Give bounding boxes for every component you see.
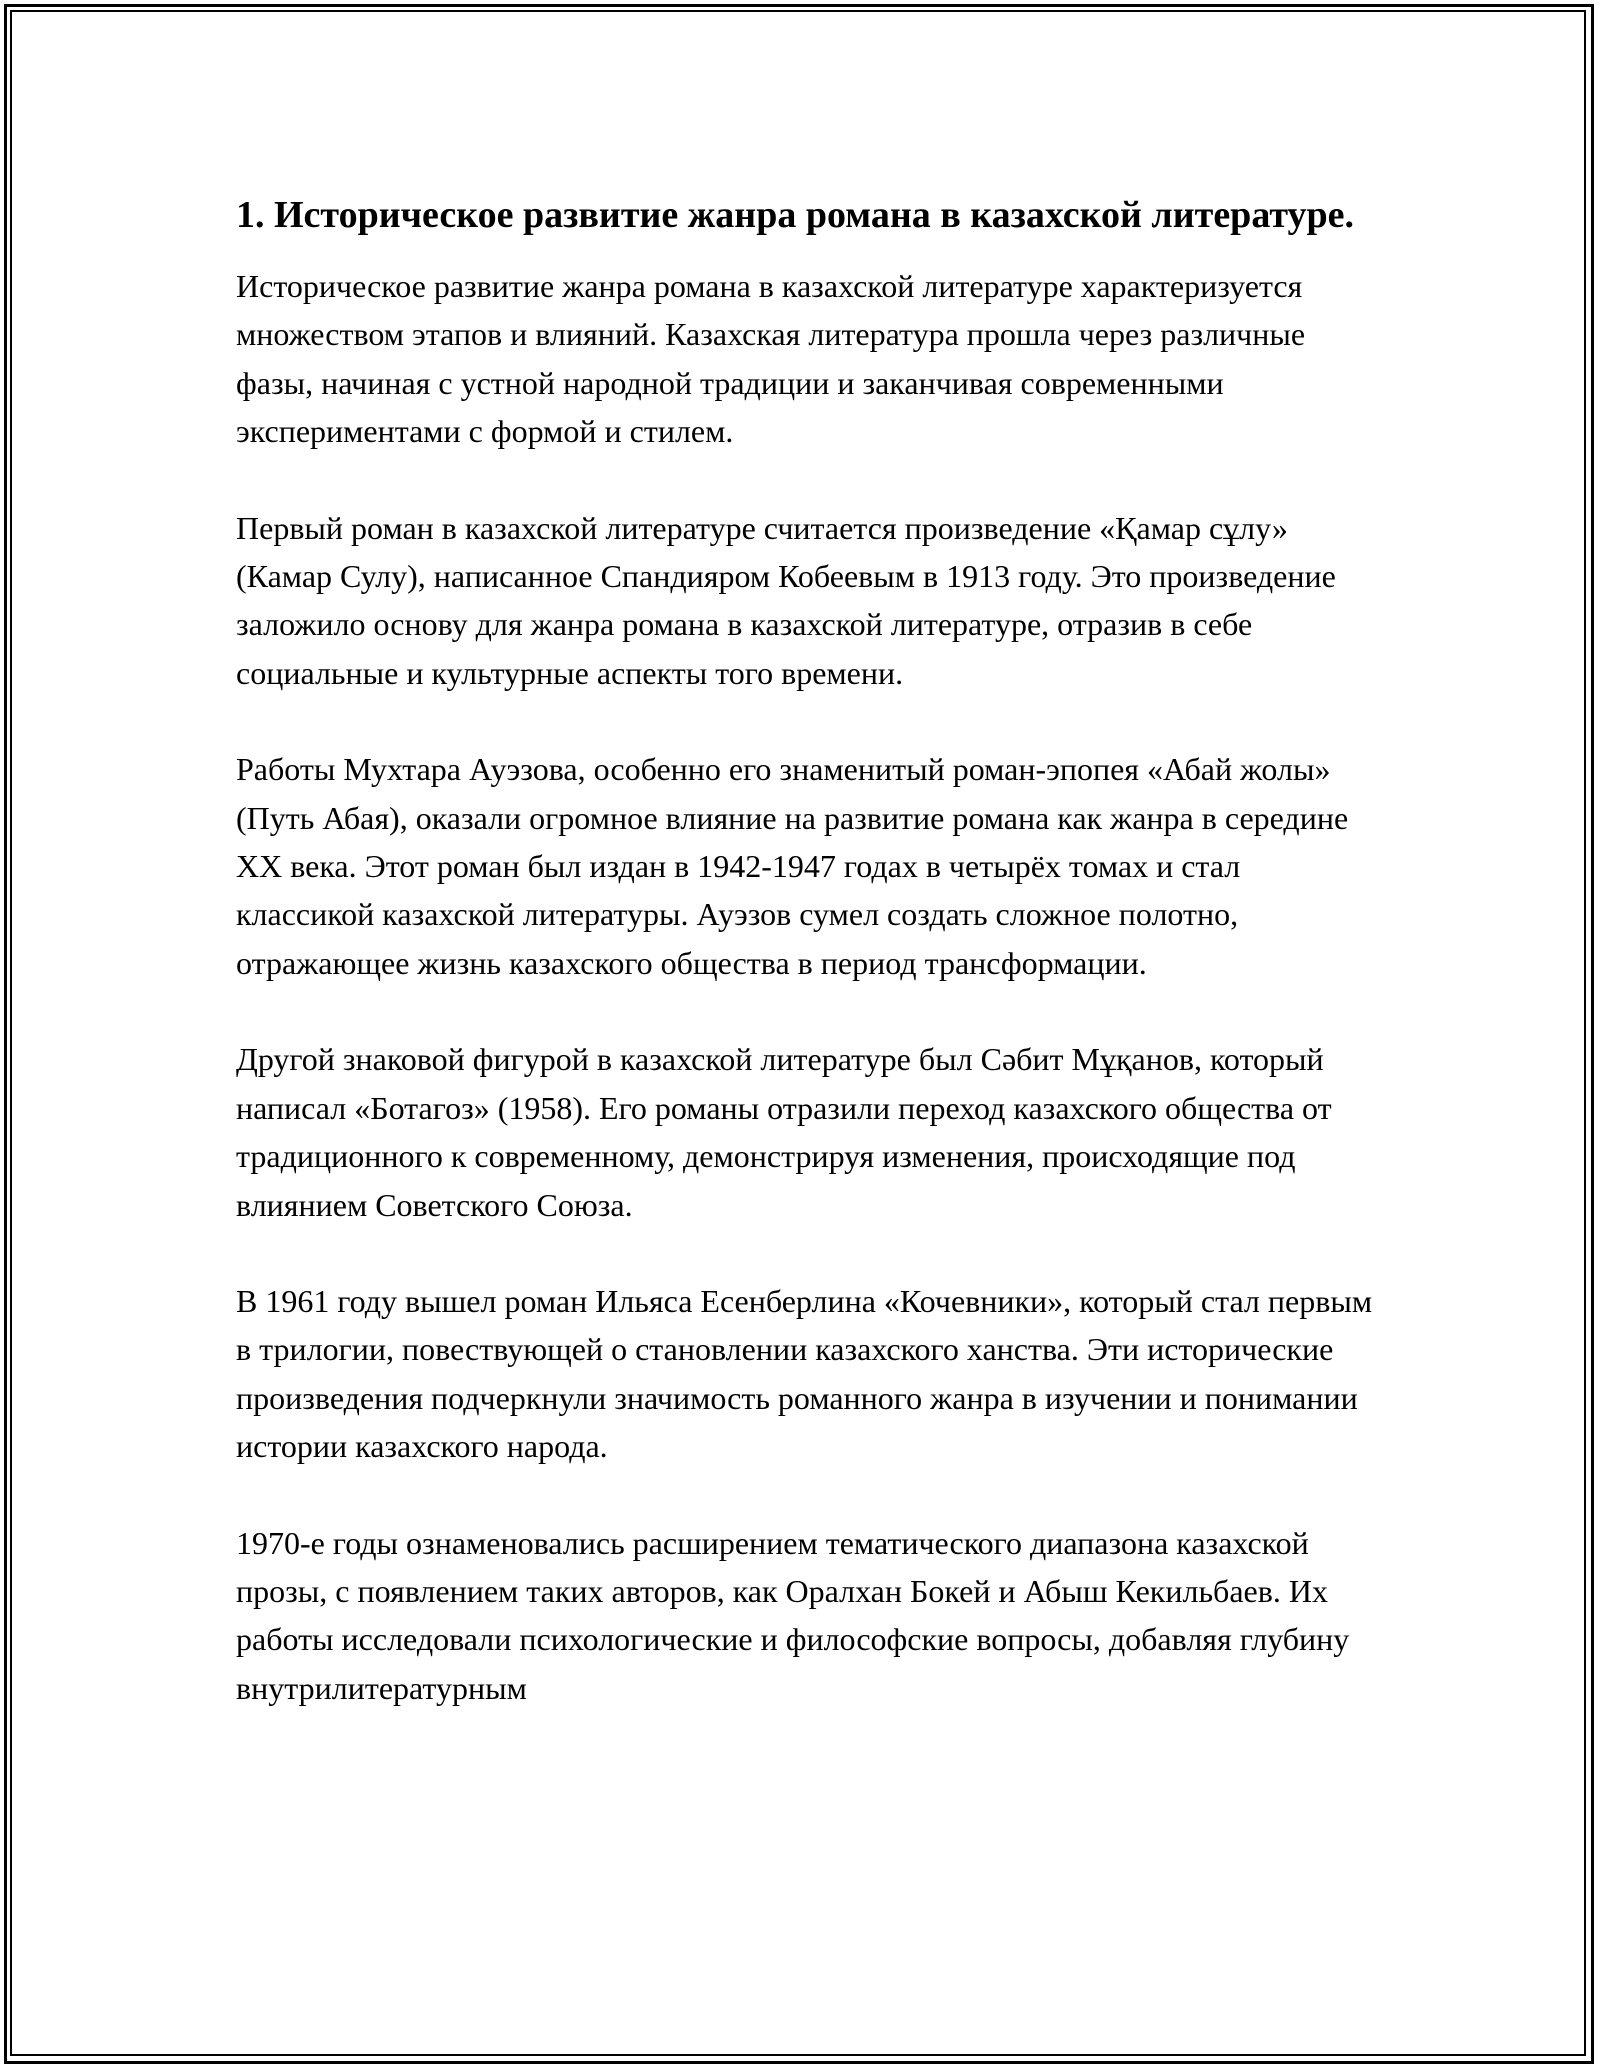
document-body [236, 186, 1376, 1760]
paragraph-3: Работы Мухтара Ауэзова, особенно его знаменитый роман-эпопея «Абай жолы» (Путь Абая), оказали огромное влияние на развитие романа как жанра в середине XX века. Этот роман был издан в 1942-1947 годах в четырёх томах и стал классикой казахской литературы. Ауэзов сумел создать сложное полотно, отражающее жизнь казахского общества в период трансформации. [236, 751, 1349, 981]
paragraph-6: 1970-е годы ознаменовались расширением тематического диапазона казахской прозы, с появлением таких авторов, как Оралхан Бокей и Абыш Кекильбаев. Их работы исследовали психологические и философские вопросы, добавляя глубину внутрилитературным [236, 1524, 1350, 1706]
section-heading: 1. Историческое развитие жанра романа в казахской литературе. [236, 194, 1354, 236]
paragraph-2: Первый роман в казахской литературе считается произведение «Қамар сұлу» (Камар Сулу), написанное Спандияром Кобеевым в 1913 году. Это произведение заложило основу для жанра романа в казахской литературе, отразив в себе социальные и культурные аспекты того времени. [236, 509, 1336, 691]
section-text [236, 262, 1376, 1712]
paragraph-1: Историческое развитие жанра романа в казахской литературе характеризуется множеством этапов и влияний. Казахская литература прошла через различные фазы, начиная с устной народной традиции и заканчивая современными экспериментами с формой и стилем. [236, 268, 1306, 450]
paragraph-4: Другой знаковой фигурой в казахской литературе был Сәбит Мұқанов, который написал «Ботагоз» (1958). Его романы отразили переход казахского общества от традиционного к современному, демонстрируя изменения, происходящие под влиянием Советского Союза. [236, 1041, 1332, 1223]
paragraph-5: В 1961 году вышел роман Ильяса Есенберлина «Кочевники», который стал первым в трилогии, повествующей о становлении казахского ханства. Эти исторические произведения подчеркнули значимость романного жанра в изучении и понимании истории казахского народа. [236, 1282, 1373, 1465]
